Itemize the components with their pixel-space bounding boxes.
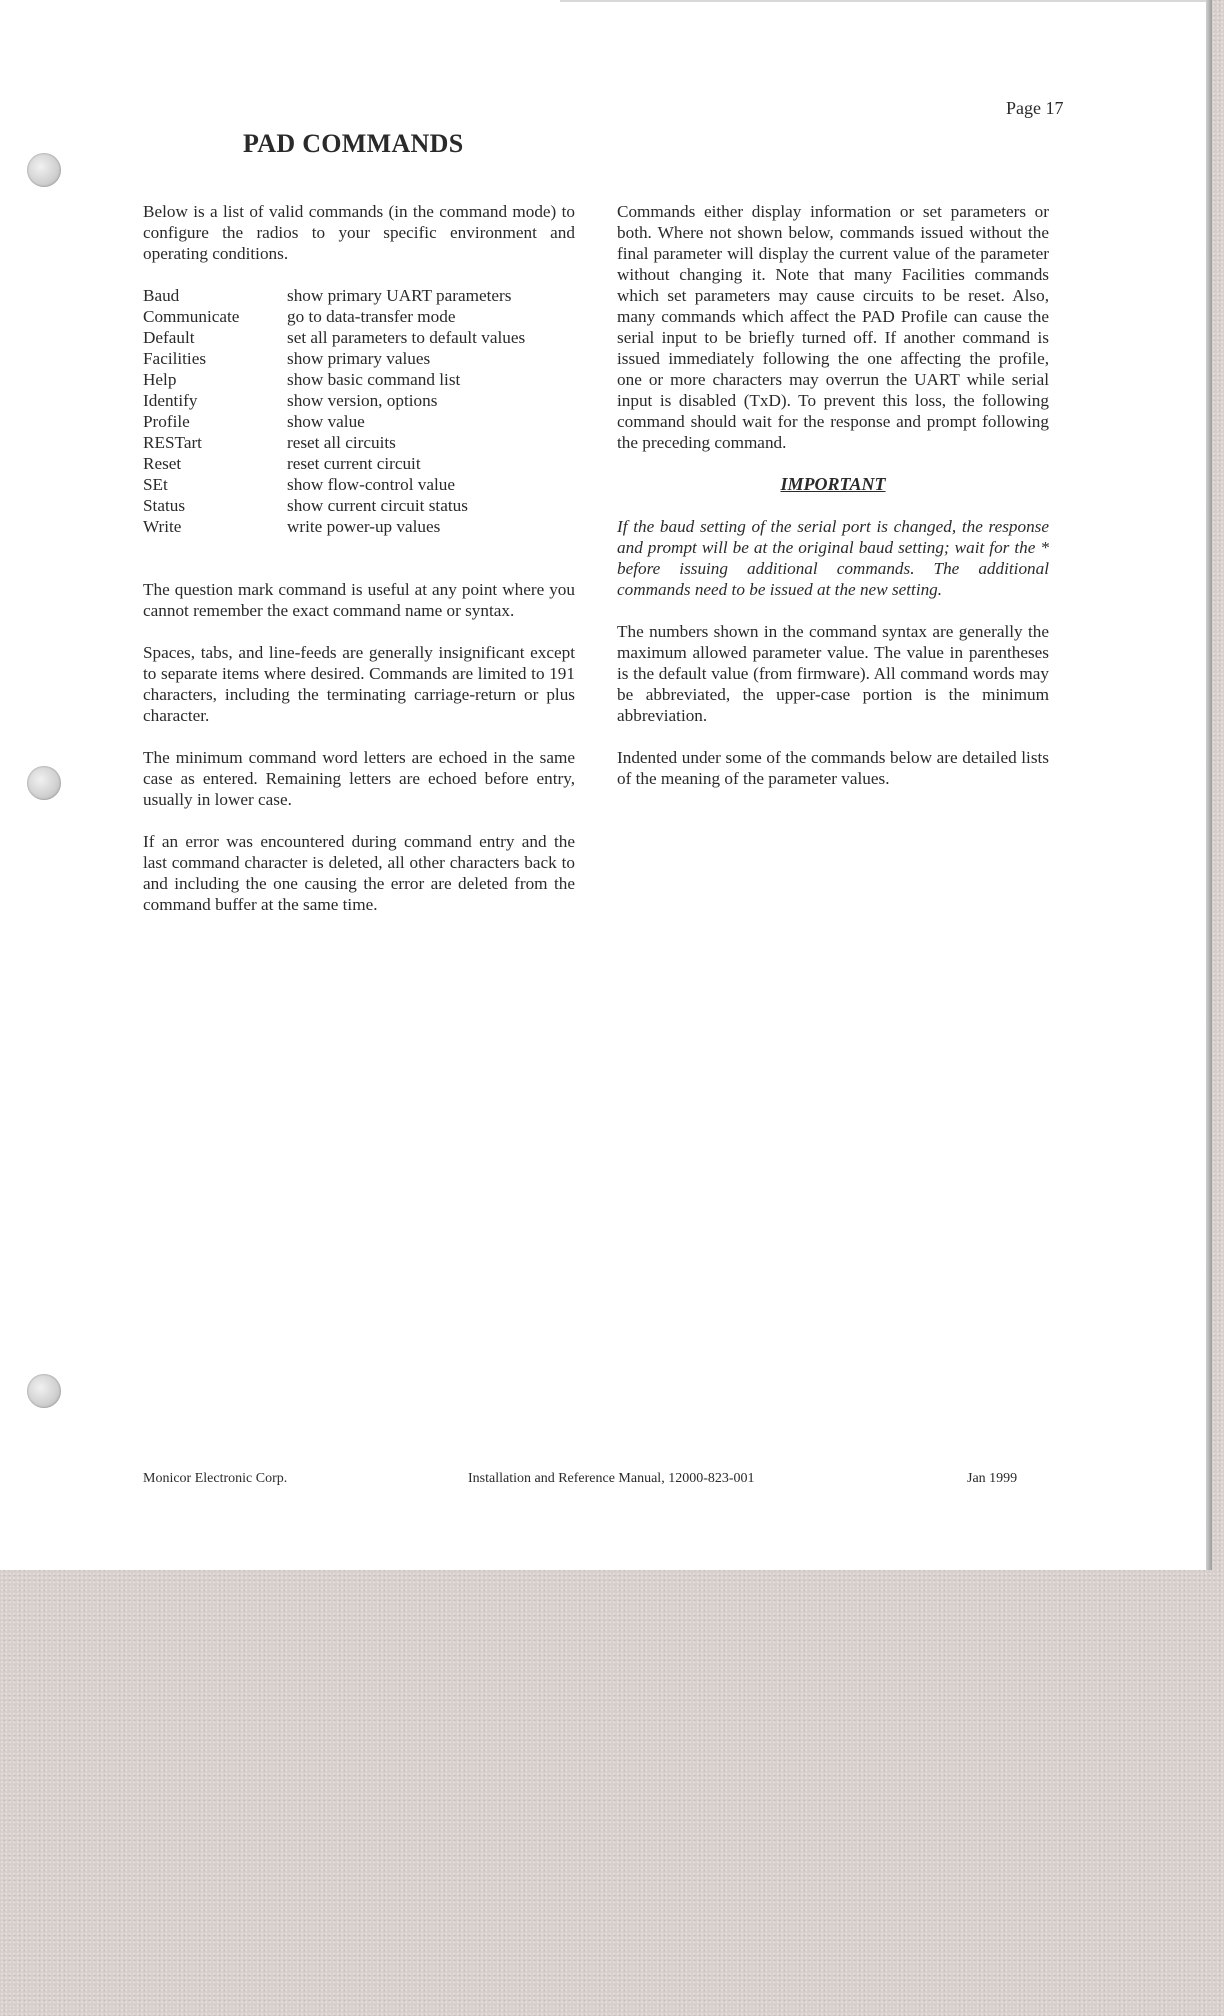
command-description: show primary values bbox=[287, 349, 431, 368]
command-list bbox=[143, 285, 525, 537]
command-name: Baud bbox=[143, 286, 180, 305]
punch-hole-middle bbox=[27, 766, 61, 800]
command-description: reset all circuits bbox=[287, 433, 396, 452]
page-title: PAD COMMANDS bbox=[243, 129, 464, 158]
question-mark-paragraph: The question mark command is useful at any point where you cannot remember the exact command name or syntax. bbox=[143, 580, 575, 620]
commands-info-paragraph: Commands either display information or set parameters or both. Where not shown below, commands issued without the final parameter will display the current value of the parameter without changing it. Note that many Facilities commands which set parameters may cause circuits to be reset. Also, many commands which affect the PAD Profile can cause the serial input to be briefly turned off. If another command is issued immediately following the one affecting the profile, one or more characters may overrun the UART while serial input is disabled (TxD). To prevent this loss, the following command should wait for the response and prompt following the preceding command. bbox=[617, 202, 1049, 452]
right-column bbox=[617, 201, 1049, 810]
command-row bbox=[143, 495, 525, 516]
left-column bbox=[143, 201, 575, 936]
command-row bbox=[143, 306, 525, 327]
command-name: RESTart bbox=[143, 433, 202, 452]
command-description: go to data-transfer mode bbox=[287, 307, 456, 326]
command-name: Identify bbox=[143, 391, 198, 410]
command-name: SEt bbox=[143, 475, 168, 494]
footer-date: Jan 1999 bbox=[967, 1471, 1018, 1486]
syntax-numbers-paragraph: The numbers shown in the command syntax are generally the maximum allowed parameter value. The value in parentheses is the default value (from firmware). All command words may be abbreviated, the upper-case portion is the minimum abbreviation. bbox=[617, 622, 1049, 725]
command-name: Write bbox=[143, 517, 182, 536]
command-description: show primary UART parameters bbox=[287, 286, 512, 305]
command-name: Help bbox=[143, 370, 177, 389]
command-description: write power-up values bbox=[287, 517, 441, 536]
command-name: Facilities bbox=[143, 349, 207, 368]
command-name: Reset bbox=[143, 454, 182, 473]
echo-paragraph: The minimum command word letters are echoed in the same case as entered. Remaining letters are echoed before entry, usually in lower case. bbox=[143, 748, 575, 809]
error-paragraph: If an error was encountered during command entry and the last command character is deleted, all other characters back to and including the one causing the error are deleted from the command buffer at the same time. bbox=[143, 832, 575, 914]
spaces-paragraph: Spaces, tabs, and line-feeds are generally insignificant except to separate items where desired. Commands are limited to 191 characters, including the terminating carriage-return or plus character. bbox=[143, 643, 575, 725]
command-row bbox=[143, 285, 525, 306]
command-description: reset current circuit bbox=[287, 454, 421, 473]
important-heading: IMPORTANT bbox=[780, 474, 886, 494]
command-description: show flow-control value bbox=[287, 475, 456, 494]
indented-lists-paragraph: Indented under some of the commands below are detailed lists of the meaning of the parameter values. bbox=[617, 748, 1049, 788]
command-name: Default bbox=[143, 328, 195, 347]
command-row bbox=[143, 516, 525, 537]
page-edge-shadow bbox=[1206, 0, 1212, 1570]
command-row bbox=[143, 369, 525, 390]
punch-hole-bottom bbox=[27, 1374, 61, 1408]
command-description: show value bbox=[287, 412, 365, 431]
command-name: Communicate bbox=[143, 307, 240, 326]
command-name: Status bbox=[143, 496, 186, 515]
command-description: set all parameters to default values bbox=[287, 328, 526, 347]
command-row bbox=[143, 432, 525, 453]
footer-company: Monicor Electronic Corp. bbox=[143, 1471, 288, 1486]
punch-hole-top bbox=[27, 153, 61, 187]
page-top-edge bbox=[560, 0, 1206, 2]
important-paragraph: If the baud setting of the serial port is changed, the response and prompt will be at the original baud setting; wait for the * before issuing additional commands. The additional commands need to be issued at the new setting. bbox=[617, 517, 1049, 599]
command-name: Profile bbox=[143, 412, 190, 431]
command-row bbox=[143, 327, 525, 348]
command-row bbox=[143, 474, 525, 495]
intro-paragraph: Below is a list of valid commands (in the command mode) to configure the radios to your specific environment and operating conditions. bbox=[143, 202, 575, 263]
command-row bbox=[143, 453, 525, 474]
command-description: show current circuit status bbox=[287, 496, 468, 515]
command-row bbox=[143, 348, 525, 369]
command-description: show basic command list bbox=[287, 370, 461, 389]
command-row bbox=[143, 411, 525, 432]
footer-manual: Installation and Reference Manual, 12000-823-001 bbox=[468, 1471, 755, 1486]
command-description: show version, options bbox=[287, 391, 438, 410]
command-row bbox=[143, 390, 525, 411]
page-number: Page 17 bbox=[1006, 98, 1064, 118]
